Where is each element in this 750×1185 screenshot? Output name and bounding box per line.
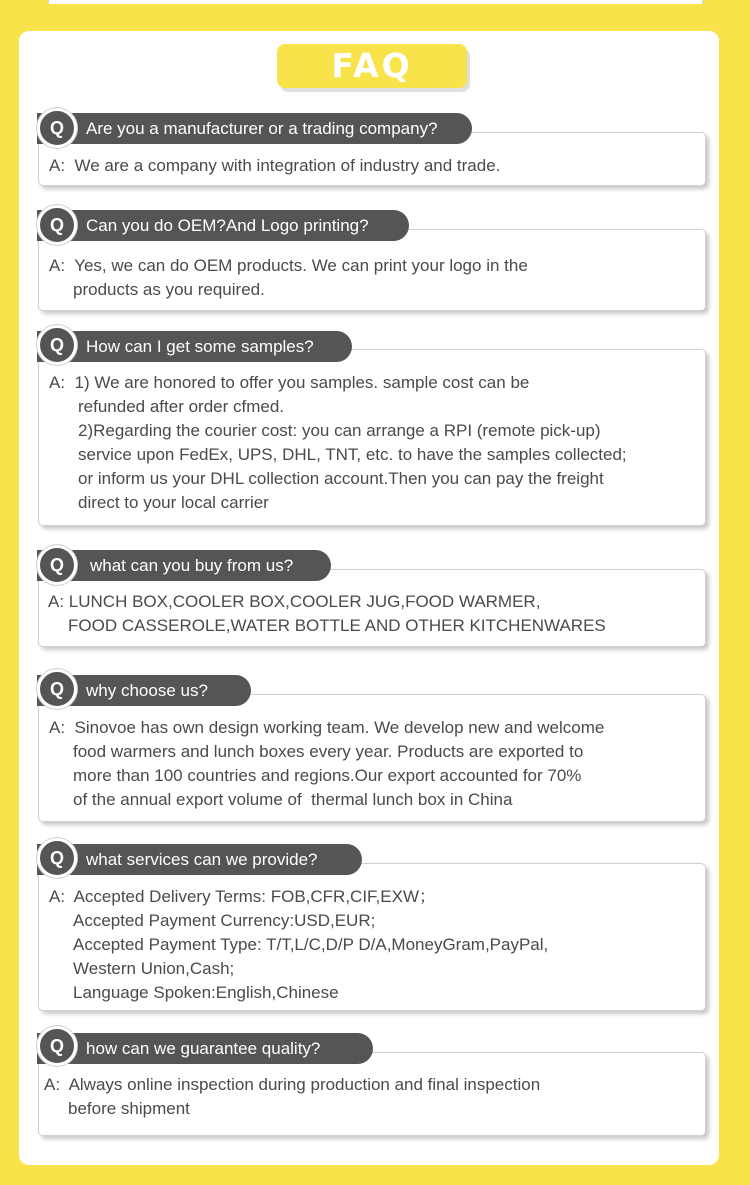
answer-line: direct to your local carrier: [78, 493, 269, 512]
question-text: how can we guarantee quality?: [86, 1039, 321, 1058]
answer-line: more than 100 countries and regions.Our export accounted for 70%: [73, 766, 582, 785]
question-text: what can you buy from us?: [90, 556, 294, 575]
answer-box: [38, 229, 706, 311]
answer-line: refunded after order cfmed.: [78, 397, 285, 416]
question-bar: [37, 210, 409, 241]
answer-line: of the annual export volume of thermal lunch box in China: [73, 790, 513, 809]
answer-line: or inform us your DHL collection account.Then you can pay the freight: [78, 469, 604, 488]
answer-line: A: Yes, we can do OEM products. We can print your logo in the: [49, 256, 528, 275]
answer-line: 2)Regarding the courier cost: you can arrange a RPI (remote pick-up): [78, 421, 601, 440]
q-badge-icon: Q: [37, 205, 77, 245]
answer-box: [38, 349, 706, 526]
answer-line: Language Spoken:English,Chinese: [73, 983, 339, 1002]
answer-box: [38, 863, 706, 1011]
answer-line: Western Union,Cash;: [73, 959, 235, 978]
answer-line: A: LUNCH BOX,COOLER BOX,COOLER JUG,FOOD WARMER,: [48, 592, 541, 611]
question-text: what services can we provide?: [86, 850, 318, 869]
answer-line: service upon FedEx, UPS, DHL, TNT, etc. to have the samples collected;: [78, 445, 627, 464]
answer-line: FOOD CASSEROLE,WATER BOTTLE AND OTHER KITCHENWARES: [68, 616, 606, 635]
q-badge-icon: Q: [37, 108, 77, 148]
answer-line: A: We are a company with integration of industry and trade.: [49, 156, 501, 175]
answer-line: Accepted Payment Type: T/T,L/C,D/P D/A,MoneyGram,PayPal,: [73, 935, 549, 954]
answer-line: A: Always online inspection during production and final inspection: [44, 1075, 541, 1094]
q-badge-icon: Q: [37, 545, 77, 585]
question-text: How can I get some samples?: [86, 337, 314, 356]
answer-box: [38, 1052, 706, 1136]
question-bar: [37, 844, 362, 875]
answer-line: A: Sinovoe has own design working team. We develop new and welcome: [49, 718, 605, 737]
question-bar: [37, 331, 352, 362]
answer-box: [38, 694, 706, 822]
answer-line: A: 1) We are honored to offer you samples. sample cost can be: [49, 373, 530, 392]
faq-heading: FAQ: [277, 44, 467, 88]
question-bar: [37, 550, 331, 581]
question-bar: [37, 113, 472, 144]
q-badge-icon: Q: [37, 838, 77, 878]
answer-line: before shipment: [68, 1099, 190, 1118]
q-badge-icon: Q: [37, 325, 77, 365]
question-text: why choose us?: [86, 681, 208, 700]
question-text: Can you do OEM?And Logo printing?: [86, 216, 369, 235]
answer-line: food warmers and lunch boxes every year. Products are exported to: [73, 742, 584, 761]
question-bar: [37, 1033, 373, 1064]
q-badge-icon: Q: [37, 669, 77, 709]
q-badge-icon: Q: [37, 1026, 77, 1066]
top-strip: [48, 0, 703, 4]
question-text: Are you a manufacturer or a trading company?: [86, 119, 438, 138]
answer-line: products as you required.: [73, 280, 265, 299]
answer-line: Accepted Payment Currency:USD,EUR;: [73, 911, 376, 930]
answer-line: A: Accepted Delivery Terms: FOB,CFR,CIF,EXW；: [49, 887, 436, 906]
